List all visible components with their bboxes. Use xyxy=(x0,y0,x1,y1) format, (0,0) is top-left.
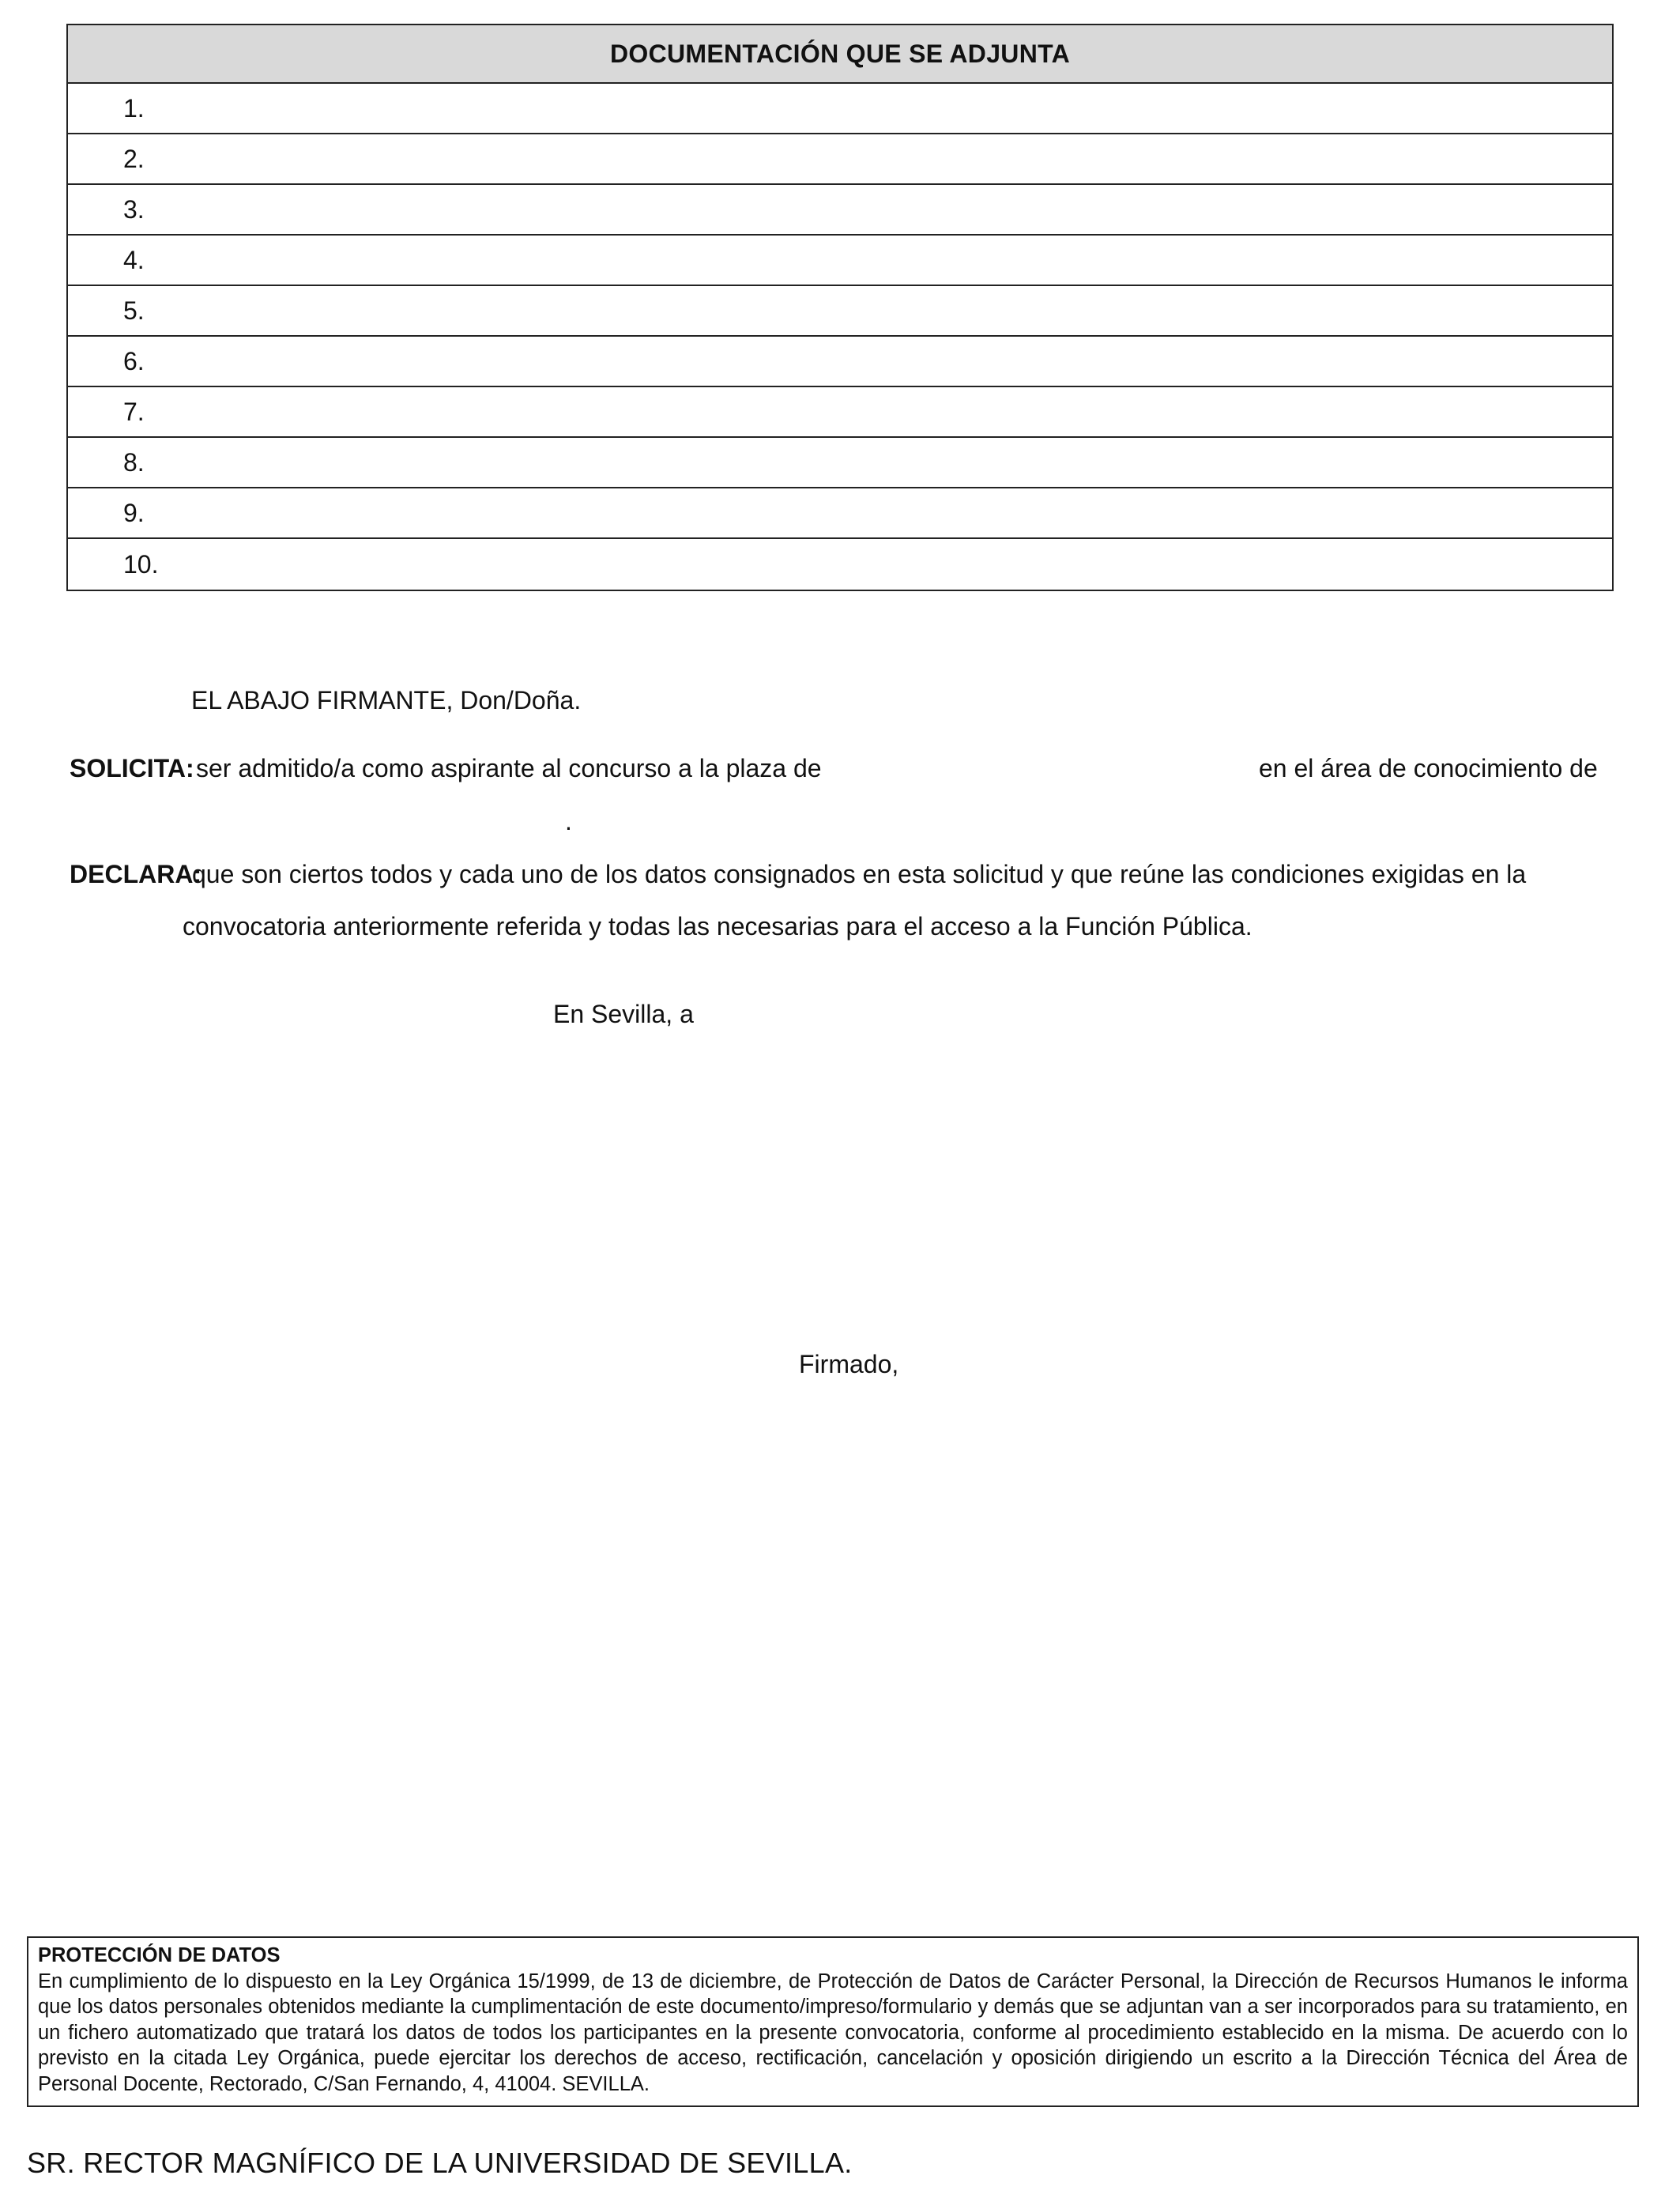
documentation-table xyxy=(66,24,1614,591)
solicita-label: SOLICITA: xyxy=(70,754,194,782)
documentation-row[interactable] xyxy=(68,134,1612,185)
documentation-row-number: 4. xyxy=(123,245,145,274)
documentation-row-number: 7. xyxy=(123,397,145,426)
solicita-period: . xyxy=(565,807,572,835)
documentation-row-number: 8. xyxy=(123,447,145,477)
documentation-row[interactable] xyxy=(68,539,1612,590)
documentation-row-number: 10. xyxy=(123,549,159,579)
signed-line: Firmado, xyxy=(799,1350,899,1378)
documentation-row[interactable] xyxy=(68,84,1612,134)
documentation-row-number: 6. xyxy=(123,346,145,375)
documentation-table-title: DOCUMENTACIÓN QUE SE ADJUNTA xyxy=(68,25,1612,84)
declara-label: DECLARA: xyxy=(70,860,202,888)
documentation-row[interactable] xyxy=(68,387,1612,438)
documentation-row-number: 2. xyxy=(123,144,145,173)
place-date-line: En Sevilla, a xyxy=(553,1000,694,1028)
documentation-row-number: 1. xyxy=(123,93,145,123)
solicita-text: ser admitido/a como aspirante al concurso a la plaza de xyxy=(196,754,822,782)
documentation-row[interactable] xyxy=(68,185,1612,236)
documentation-row[interactable] xyxy=(68,236,1612,286)
documentation-row-number: 5. xyxy=(123,296,145,325)
declara-text: que son ciertos todos y cada uno de los datos consignados en esta solicitud y que reúne las condiciones exigidas en la xyxy=(192,860,1527,888)
documentation-row[interactable] xyxy=(68,286,1612,337)
declara-text-continued: convocatoria anteriormente referida y todas las necesarias para el acceso a la Función Pública. xyxy=(183,912,1252,941)
data-protection-body: En cumplimiento de lo dispuesto en la Ley Orgánica 15/1999, de 13 de diciembre, de Protección de Datos de Carácter Personal, la Dirección de Recursos Humanos le informa que los datos personales obtenidos mediante la cumplimentación de este documento/impreso/formulario y demás que se adjuntan van a ser incorporados para su tratamiento, en un fichero automatizado que tratará los datos de todos los participantes en la presente convocatoria, conforme al procedimiento establecido en la misma. De acuerdo con lo previsto en la citada Ley Orgánica, puede ejercitar los derechos de acceso, rectificación, cancelación y oposición dirigiendo un escrito a la Dirección Técnica del Área de Personal Docente, Rectorado, C/San Fernando, 4, 41004. SEVILLA. xyxy=(38,1970,1628,2095)
knowledge-area-label: en el área de conocimiento de xyxy=(1259,754,1598,782)
data-protection-notice xyxy=(27,1936,1639,2107)
documentation-row[interactable] xyxy=(68,488,1612,539)
signer-line: EL ABAJO FIRMANTE, Don/Doña. xyxy=(191,686,582,714)
documentation-row[interactable] xyxy=(68,438,1612,488)
data-protection-title: PROTECCIÓN DE DATOS xyxy=(38,1944,281,1966)
documentation-row-number: 9. xyxy=(123,498,145,527)
documentation-row-number: 3. xyxy=(123,194,145,224)
recipient-line: SR. RECTOR MAGNÍFICO DE LA UNIVERSIDAD DE SEVILLA. xyxy=(27,2147,853,2179)
documentation-row[interactable] xyxy=(68,337,1612,387)
